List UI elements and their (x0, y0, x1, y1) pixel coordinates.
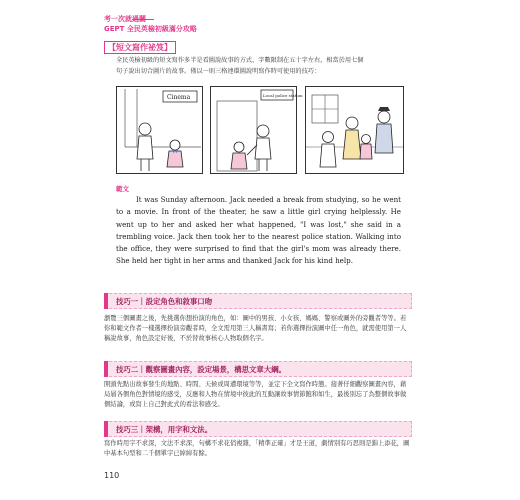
cinema-sign-text: Cinema (167, 94, 191, 101)
header-book-title: GEPT 全民英檢初級滿分攻略 (104, 25, 197, 33)
boy-head (257, 125, 269, 137)
section-title: 【短文寫作祕笈】 (104, 41, 176, 54)
boy-head (323, 132, 334, 143)
girl-head (170, 140, 180, 150)
comic-panel-3-illustration (306, 87, 403, 173)
tip-2-text: 開頭先點出故事發生的地點、時間、天候或周遭環境等等，並定下全文寫作時態。接著仔細觀察圖畫內容，藉局層各個角色對情境的感受，反應和人物在情境中彼此的互動讓故事情節飽和如生，最後別忘了為整個故事做個結論，或寫上自己對此式的看法和感受。 (104, 381, 407, 408)
comic-panel-1-illustration (117, 87, 202, 173)
tip-1-title: 技巧一｜設定角色和敘事口吻 (116, 297, 213, 306)
header-series: 考一次就過關 (104, 15, 146, 23)
tip-3-text: 寫作時用字不求深，文法不求深，句構不求花俏複雜，「精準正確」才是王道，劇情別有巧思則是錦上添花，圖中基本句型和二千個單字已綽綽有餘。 (104, 440, 410, 457)
police-officer-head (378, 111, 390, 123)
boy-head (139, 123, 151, 135)
comic-panel-2 (210, 86, 303, 174)
intro-line-2: 句子說出切合圖片的故事。僅以一則三格連環圖說明寫作時可使用的技巧： (116, 68, 321, 75)
tip-3-header (104, 421, 412, 437)
tip-2-title: 技巧二｜觀察圖畫內容，設定場景，構思文章大綱。 (116, 365, 286, 374)
tip-1-header (104, 293, 412, 309)
sample-label: 範文 (116, 185, 129, 193)
section-title-text: 短文寫作祕笈 (116, 43, 164, 52)
mother-head (346, 117, 358, 129)
tip-3-title: 技巧三｜架構，用字和文法。 (116, 425, 213, 434)
sample-essay: It was Sunday afternoon. Jack needed a break from studying, so he went to a movie. In front of the theater, he saw a little girl crying helplessly. He went up to her and asked her what happened, "I was lost," she said in a trembling voice. Jack then took her to the nearest police station. Walking into the office, they were surprised to find that the girl's mom was already there. She held her tight in her arms and thanked Jack for his kind help. (116, 195, 401, 266)
page-number: 110 (104, 471, 120, 480)
comic-panel-2-illustration (211, 87, 303, 173)
tip-2-header (104, 361, 412, 377)
girl-head (362, 135, 371, 144)
comic-panel-1 (116, 86, 203, 174)
intro-line-1: 全民英檢初級的短文寫作多半是看圖說故事的方式，字數限制在五十字左右，相當於用七個 (116, 57, 364, 64)
tip-1-text: 瀏覽三個圖畫之後，先挑選你想扮演的角色，如：圖中的男孩、小女孩、媽媽、警察或圖外的旁觀者等等。若你和範文作者一樣選擇扮演旁觀者時，全文需用第三人稱書寫；若你選擇扮演圖中任一角色，就需使用第一人稱說故事，角色設定好後，不於替故事核心人物取個名字。 (104, 315, 407, 342)
police-station-sign-text: Local police station (263, 93, 303, 98)
girl-head (234, 142, 244, 152)
header-rule (132, 19, 154, 20)
comic-panel-3 (305, 86, 404, 174)
